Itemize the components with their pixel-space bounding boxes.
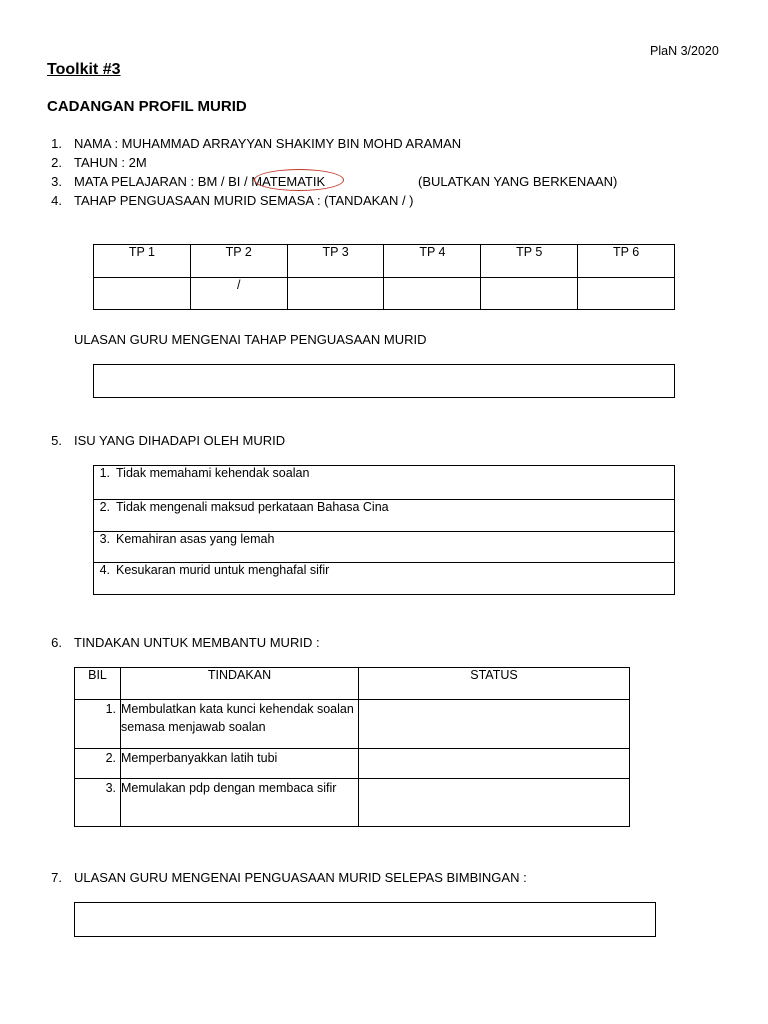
action-status[interactable] xyxy=(359,749,630,779)
profile-item-number: 1. xyxy=(51,136,62,151)
action-text: Memperbanyakkan latih tubi xyxy=(121,749,359,779)
tp-header-cell: TP 4 xyxy=(384,245,481,278)
action-row xyxy=(75,779,630,827)
issue-number: 4. xyxy=(99,563,110,577)
issue-text: Kemahiran asas yang lemah xyxy=(116,532,275,546)
issue-row xyxy=(94,532,675,563)
issues-section-number: 5. xyxy=(51,433,62,448)
actions-header-tindakan: TINDAKAN xyxy=(121,668,359,700)
toolkit-title: Toolkit #3 xyxy=(47,61,121,78)
actions-heading: TINDAKAN UNTUK MEMBANTU MURID : xyxy=(74,635,320,650)
tp-header-row xyxy=(94,245,675,278)
profile-item-text: MATA PELAJARAN : BM / BI / MATEMATIK xyxy=(74,174,326,189)
action-text: Memulakan pdp dengan membaca sifir xyxy=(121,779,359,827)
issue-text: Kesukaran murid untuk menghafal sifir xyxy=(116,563,330,577)
final-review-section-number: 7. xyxy=(51,870,62,885)
issue-number: 2. xyxy=(99,500,110,514)
issue-text: Tidak memahami kehendak soalan xyxy=(116,466,310,480)
tp-mark-cell[interactable] xyxy=(94,278,191,310)
issue-row xyxy=(94,500,675,532)
issue-cell xyxy=(94,532,675,563)
profile-item-text: NAMA : MUHAMMAD ARRAYYAN SHAKIMY BIN MOHD ARAMAN xyxy=(74,136,462,151)
actions-header-row xyxy=(75,668,630,700)
tp-mark-cell[interactable] xyxy=(384,278,481,310)
issue-row xyxy=(94,563,675,595)
profile-item-number: 4. xyxy=(51,193,62,208)
actions-section-number: 6. xyxy=(51,635,62,650)
final-review-box[interactable] xyxy=(74,902,656,937)
tp-mark-cell[interactable] xyxy=(578,278,675,310)
tp-header-cell: TP 1 xyxy=(94,245,191,278)
issue-cell xyxy=(94,500,675,532)
issues-table xyxy=(93,465,675,595)
issue-cell xyxy=(94,563,675,595)
action-row xyxy=(75,749,630,779)
teacher-review-label: ULASAN GURU MENGENAI TAHAP PENGUASAAN MURID xyxy=(74,332,427,347)
actions-header-bil: BIL xyxy=(75,668,121,700)
profile-heading: CADANGAN PROFIL MURID xyxy=(47,98,247,115)
action-text: Membulatkan kata kunci kehendak soalan semasa menjawab soalan xyxy=(121,700,359,749)
tp-header-cell: TP 5 xyxy=(481,245,578,278)
profile-item-number: 3. xyxy=(51,174,62,189)
teacher-review-box[interactable] xyxy=(93,364,675,398)
tp-mark-cell[interactable] xyxy=(287,278,384,310)
tp-header-cell: TP 3 xyxy=(287,245,384,278)
tp-mark-row xyxy=(94,278,675,310)
tp-header-cell: TP 6 xyxy=(578,245,675,278)
issue-cell xyxy=(94,466,675,500)
tp-level-table xyxy=(93,244,675,310)
profile-item-text: TAHAP PENGUASAAN MURID SEMASA : (TANDAKAN / ) xyxy=(74,193,414,208)
issues-heading: ISU YANG DIHADAPI OLEH MURID xyxy=(74,433,286,448)
actions-table xyxy=(74,667,630,827)
profile-item-number: 2. xyxy=(51,155,62,170)
action-bil: 2. xyxy=(75,749,121,779)
action-row xyxy=(75,700,630,749)
issue-row xyxy=(94,466,675,500)
plan-code: PlaN 3/2020 xyxy=(650,44,719,58)
issue-text: Tidak mengenali maksud perkataan Bahasa Cina xyxy=(116,500,389,514)
action-status[interactable] xyxy=(359,700,630,749)
actions-header-status: STATUS xyxy=(359,668,630,700)
profile-item-text: TAHUN : 2M xyxy=(74,155,147,170)
tp-mark-cell[interactable] xyxy=(481,278,578,310)
subject-circle-mark xyxy=(254,169,344,191)
issue-number: 1. xyxy=(99,466,110,480)
tp-header-cell: TP 2 xyxy=(190,245,287,278)
tp-mark-cell[interactable]: / xyxy=(190,278,287,310)
action-status[interactable] xyxy=(359,779,630,827)
action-bil: 1. xyxy=(75,700,121,749)
action-bil: 3. xyxy=(75,779,121,827)
final-review-heading: ULASAN GURU MENGENAI PENGUASAAN MURID SELEPAS BIMBINGAN : xyxy=(74,870,527,885)
subject-circle-note: (BULATKAN YANG BERKENAAN) xyxy=(418,174,618,189)
issue-number: 3. xyxy=(99,532,110,546)
